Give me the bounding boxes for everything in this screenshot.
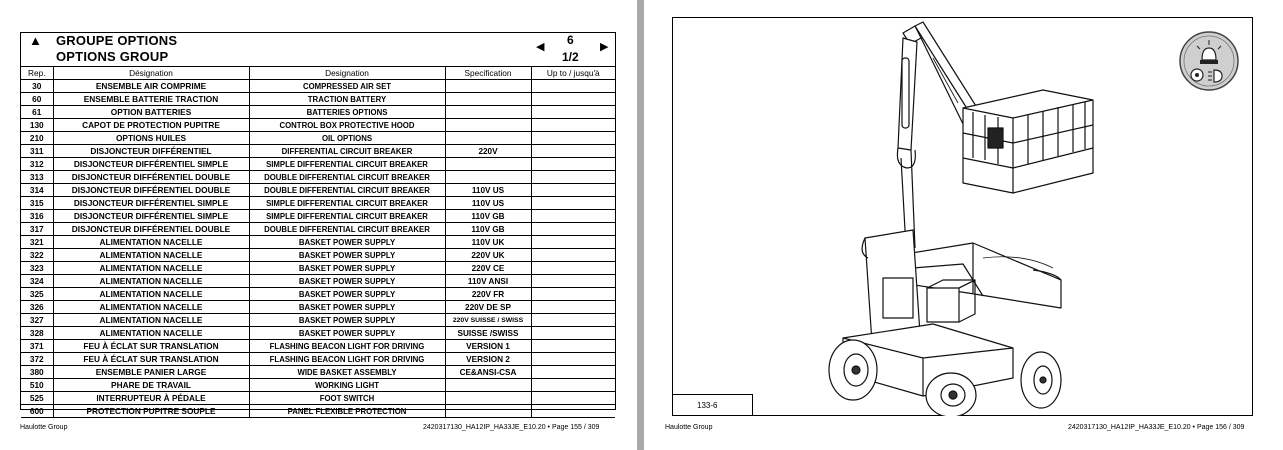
cell-rep: 328 xyxy=(21,327,53,340)
cell-designation-en: SIMPLE DIFFERENTIAL CIRCUIT BREAKER xyxy=(249,158,445,171)
cell-designation-fr: INTERRUPTEUR À PÉDALE xyxy=(53,392,249,405)
cell-designation-en: BASKET POWER SUPPLY xyxy=(249,288,445,301)
table-row xyxy=(21,353,615,366)
cell-specification: 110V US xyxy=(445,184,531,197)
cell-specification xyxy=(445,119,531,132)
cell-rep: 525 xyxy=(21,392,53,405)
parts-table xyxy=(21,66,615,418)
parts-list xyxy=(20,32,616,416)
cell-designation-fr: CAPOT DE PROTECTION PUPITRE xyxy=(53,119,249,132)
cell-designation-en: WORKING LIGHT xyxy=(249,379,445,392)
footer-company: Haulotte Group xyxy=(665,424,713,431)
illustration-label: 133-6 xyxy=(697,401,718,410)
cell-designation-en: PANEL FLEXIBLE PROTECTION xyxy=(249,405,445,418)
right-page xyxy=(644,0,1283,450)
cell-specification xyxy=(445,132,531,145)
cell-up-to xyxy=(531,301,615,314)
cell-designation-en: BASKET POWER SUPPLY xyxy=(249,314,445,327)
cell-designation-fr: DISJONCTEUR DIFFÉRENTIEL SIMPLE xyxy=(53,158,249,171)
cell-up-to xyxy=(531,158,615,171)
parts-table-body xyxy=(21,80,615,418)
table-row xyxy=(21,158,615,171)
cell-specification: VERSION 1 xyxy=(445,340,531,353)
cell-up-to xyxy=(531,223,615,236)
cell-up-to xyxy=(531,145,615,158)
cell-designation-fr: ENSEMBLE PANIER LARGE xyxy=(53,366,249,379)
cell-designation-fr: DISJONCTEUR DIFFÉRENTIEL xyxy=(53,145,249,158)
table-row xyxy=(21,210,615,223)
table-row xyxy=(21,314,615,327)
cell-rep: 311 xyxy=(21,145,53,158)
cell-up-to xyxy=(531,171,615,184)
cell-designation-fr: ALIMENTATION NACELLE xyxy=(53,301,249,314)
cell-designation-fr: DISJONCTEUR DIFFÉRENTIEL DOUBLE xyxy=(53,223,249,236)
cell-specification xyxy=(445,171,531,184)
table-row xyxy=(21,379,615,392)
cell-specification: VERSION 2 xyxy=(445,353,531,366)
cell-rep: 210 xyxy=(21,132,53,145)
table-row xyxy=(21,223,615,236)
cell-rep: 312 xyxy=(21,158,53,171)
footer-company: Haulotte Group xyxy=(20,424,68,431)
page-fraction: 1/2 xyxy=(562,50,579,64)
cell-specification xyxy=(445,379,531,392)
up-arrow-icon[interactable]: ▲ xyxy=(29,33,42,48)
cell-rep: 600 xyxy=(21,405,53,418)
cell-up-to xyxy=(531,210,615,223)
cell-specification: 220V SUISSE / SWISS xyxy=(445,314,531,327)
cell-up-to xyxy=(531,275,615,288)
cell-designation-fr: ALIMENTATION NACELLE xyxy=(53,288,249,301)
cell-designation-en: BATTERIES OPTIONS xyxy=(249,106,445,119)
cell-specification: SUISSE /SWISS xyxy=(445,327,531,340)
cell-up-to xyxy=(531,288,615,301)
column-header-designation-fr: Désignation xyxy=(53,67,249,80)
table-row xyxy=(21,249,615,262)
cell-up-to xyxy=(531,314,615,327)
cell-specification xyxy=(445,80,531,93)
cell-up-to xyxy=(531,353,615,366)
column-header-up-to: Up to / jusqu'à xyxy=(531,67,615,80)
cell-designation-fr: DISJONCTEUR DIFFÉRENTIEL DOUBLE xyxy=(53,171,249,184)
cell-designation-fr: ENSEMBLE BATTERIE TRACTION xyxy=(53,93,249,106)
cell-specification: 220V xyxy=(445,145,531,158)
cell-specification xyxy=(445,93,531,106)
cell-rep: 30 xyxy=(21,80,53,93)
cell-specification: 220V UK xyxy=(445,249,531,262)
illustration-label-box xyxy=(673,394,753,416)
group-title-fr: GROUPE OPTIONS xyxy=(56,33,178,48)
cell-rep: 324 xyxy=(21,275,53,288)
table-row xyxy=(21,275,615,288)
cell-designation-en: BASKET POWER SUPPLY xyxy=(249,249,445,262)
cell-up-to xyxy=(531,197,615,210)
cell-designation-en: BASKET POWER SUPPLY xyxy=(249,236,445,249)
cell-designation-fr: ALIMENTATION NACELLE xyxy=(53,236,249,249)
footer-page-info: 2420317130_HA12IP_HA33JE_E10.20 • Page 155 / 309 xyxy=(423,424,600,431)
cell-up-to xyxy=(531,106,615,119)
cell-designation-fr: PHARE DE TRAVAIL xyxy=(53,379,249,392)
column-header-specification: Specification xyxy=(445,67,531,80)
cell-designation-fr: ENSEMBLE AIR COMPRIME xyxy=(53,80,249,93)
column-header-designation-en: Designation xyxy=(249,67,445,80)
cell-designation-en: SIMPLE DIFFERENTIAL CIRCUIT BREAKER xyxy=(249,210,445,223)
cell-designation-en: DOUBLE DIFFERENTIAL CIRCUIT BREAKER xyxy=(249,184,445,197)
cell-designation-en: OIL OPTIONS xyxy=(249,132,445,145)
column-header-rep: Rep. xyxy=(21,67,53,80)
previous-arrow-icon[interactable]: ◀ xyxy=(536,41,545,53)
cell-specification: 110V UK xyxy=(445,236,531,249)
cell-designation-en: BASKET POWER SUPPLY xyxy=(249,301,445,314)
cell-up-to xyxy=(531,249,615,262)
table-row xyxy=(21,171,615,184)
cell-designation-en: FLASHING BEACON LIGHT FOR DRIVING xyxy=(249,340,445,353)
cell-up-to xyxy=(531,366,615,379)
table-row xyxy=(21,340,615,353)
cell-designation-fr: DISJONCTEUR DIFFÉRENTIEL SIMPLE xyxy=(53,197,249,210)
table-row xyxy=(21,184,615,197)
next-arrow-icon[interactable]: ▶ xyxy=(600,41,609,53)
cell-rep: 316 xyxy=(21,210,53,223)
cell-rep: 317 xyxy=(21,223,53,236)
cell-designation-en: COMPRESSED AIR SET xyxy=(249,80,445,93)
cell-rep: 60 xyxy=(21,93,53,106)
cell-specification: 110V GB xyxy=(445,210,531,223)
cell-designation-en: WIDE BASKET ASSEMBLY xyxy=(249,366,445,379)
cell-rep: 326 xyxy=(21,301,53,314)
cell-up-to xyxy=(531,236,615,249)
table-row xyxy=(21,197,615,210)
cell-rep: 380 xyxy=(21,366,53,379)
cell-designation-fr: PROTECTION PUPITRE SOUPLE xyxy=(53,405,249,418)
cell-specification: CE&ANSI-CSA xyxy=(445,366,531,379)
cell-designation-en: DOUBLE DIFFERENTIAL CIRCUIT BREAKER xyxy=(249,171,445,184)
group-number: 6 xyxy=(567,33,574,47)
cell-designation-en: BASKET POWER SUPPLY xyxy=(249,275,445,288)
cell-designation-fr: OPTION BATTERIES xyxy=(53,106,249,119)
cell-rep: 315 xyxy=(21,197,53,210)
table-row xyxy=(21,327,615,340)
cell-designation-en: DIFFERENTIAL CIRCUIT BREAKER xyxy=(249,145,445,158)
cell-up-to xyxy=(531,119,615,132)
cell-specification: 110V GB xyxy=(445,223,531,236)
options-badge-icon xyxy=(1178,30,1240,92)
table-header-row xyxy=(21,67,615,80)
cell-designation-fr: DISJONCTEUR DIFFÉRENTIEL SIMPLE xyxy=(53,210,249,223)
cell-rep: 322 xyxy=(21,249,53,262)
cell-specification xyxy=(445,392,531,405)
cell-rep: 314 xyxy=(21,184,53,197)
cell-up-to xyxy=(531,392,615,405)
footer-page-info: 2420317130_HA12IP_HA33JE_E10.20 • Page 156 / 309 xyxy=(1068,424,1245,431)
cell-designation-fr: ALIMENTATION NACELLE xyxy=(53,327,249,340)
cell-designation-fr: DISJONCTEUR DIFFÉRENTIEL DOUBLE xyxy=(53,184,249,197)
cell-designation-fr: ALIMENTATION NACELLE xyxy=(53,262,249,275)
table-row xyxy=(21,392,615,405)
table-row xyxy=(21,236,615,249)
cell-specification: 220V FR xyxy=(445,288,531,301)
cell-designation-en: BASKET POWER SUPPLY xyxy=(249,327,445,340)
cell-designation-en: FOOT SWITCH xyxy=(249,392,445,405)
cell-rep: 321 xyxy=(21,236,53,249)
cell-designation-en: SIMPLE DIFFERENTIAL CIRCUIT BREAKER xyxy=(249,197,445,210)
table-row xyxy=(21,132,615,145)
cell-specification xyxy=(445,158,531,171)
cell-rep: 372 xyxy=(21,353,53,366)
table-row xyxy=(21,119,615,132)
table-row xyxy=(21,145,615,158)
table-row xyxy=(21,93,615,106)
cell-designation-en: BASKET POWER SUPPLY xyxy=(249,262,445,275)
left-page xyxy=(0,0,637,450)
cell-up-to xyxy=(531,405,615,418)
cell-up-to xyxy=(531,93,615,106)
cell-up-to xyxy=(531,184,615,197)
cell-designation-en: DOUBLE DIFFERENTIAL CIRCUIT BREAKER xyxy=(249,223,445,236)
cell-specification xyxy=(445,106,531,119)
cell-designation-en: FLASHING BEACON LIGHT FOR DRIVING xyxy=(249,353,445,366)
cell-specification: 220V CE xyxy=(445,262,531,275)
table-row xyxy=(21,106,615,119)
cell-rep: 371 xyxy=(21,340,53,353)
cell-designation-fr: ALIMENTATION NACELLE xyxy=(53,275,249,288)
table-row xyxy=(21,301,615,314)
table-row xyxy=(21,262,615,275)
cell-rep: 325 xyxy=(21,288,53,301)
parts-header xyxy=(21,33,615,66)
table-row xyxy=(21,288,615,301)
cell-rep: 323 xyxy=(21,262,53,275)
cell-rep: 130 xyxy=(21,119,53,132)
group-title-en: OPTIONS GROUP xyxy=(56,49,169,64)
cell-rep: 313 xyxy=(21,171,53,184)
cell-designation-fr: FEU À ÉCLAT SUR TRANSLATION xyxy=(53,353,249,366)
cell-rep: 61 xyxy=(21,106,53,119)
cell-up-to xyxy=(531,132,615,145)
cell-designation-en: CONTROL BOX PROTECTIVE HOOD xyxy=(249,119,445,132)
cell-rep: 510 xyxy=(21,379,53,392)
cell-designation-fr: ALIMENTATION NACELLE xyxy=(53,249,249,262)
cell-designation-fr: ALIMENTATION NACELLE xyxy=(53,314,249,327)
illustration-frame xyxy=(672,17,1253,416)
cell-specification: 110V ANSI xyxy=(445,275,531,288)
cell-designation-en: TRACTION BATTERY xyxy=(249,93,445,106)
cell-up-to xyxy=(531,340,615,353)
cell-up-to xyxy=(531,327,615,340)
aerial-work-platform-illustration xyxy=(803,18,1103,416)
cell-designation-fr: FEU À ÉCLAT SUR TRANSLATION xyxy=(53,340,249,353)
cell-specification: 220V DE SP xyxy=(445,301,531,314)
cell-up-to xyxy=(531,80,615,93)
cell-up-to xyxy=(531,379,615,392)
cell-specification xyxy=(445,405,531,418)
cell-rep: 327 xyxy=(21,314,53,327)
cell-designation-fr: OPTIONS HUILES xyxy=(53,132,249,145)
table-row xyxy=(21,405,615,418)
table-row xyxy=(21,80,615,93)
cell-up-to xyxy=(531,262,615,275)
table-row xyxy=(21,366,615,379)
cell-specification: 110V US xyxy=(445,197,531,210)
